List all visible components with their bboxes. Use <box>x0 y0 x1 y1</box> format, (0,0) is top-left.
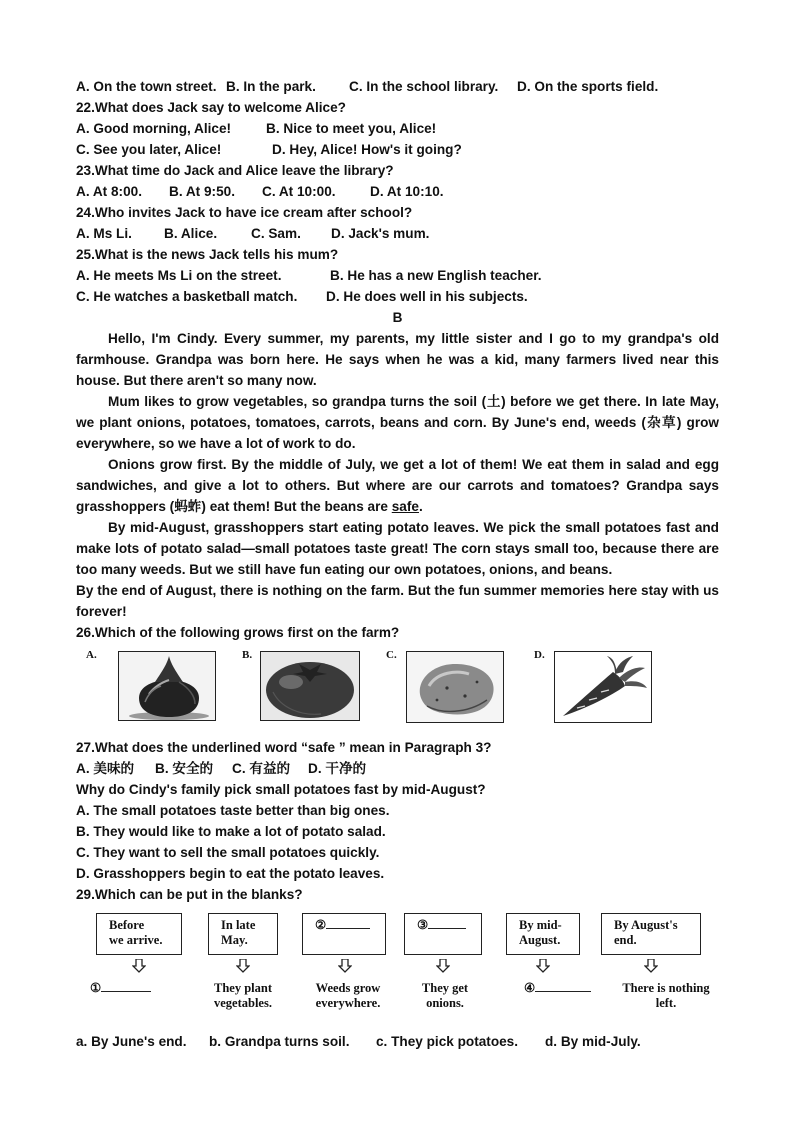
option-c: C. They want to sell the small potatoes quickly. <box>76 845 380 860</box>
q26-image-options <box>76 649 719 725</box>
down-arrow-icon <box>236 959 250 973</box>
option-d: D. He does well in his subjects. <box>326 289 528 304</box>
timeline-result-blank-4 <box>524 981 604 996</box>
option-a: A. 美味的 <box>76 761 135 776</box>
result-line: They get <box>421 981 469 995</box>
result-line: They plant <box>213 981 272 995</box>
q27-options <box>76 758 719 779</box>
option-b: B. They would like to make a lot of potato salad. <box>76 824 386 839</box>
option-label: D. <box>534 649 545 661</box>
blank-line <box>428 928 466 929</box>
blank-line <box>101 991 151 992</box>
timeline-result-onions <box>406 981 484 1011</box>
question-25: 25.What is the news Jack tells his mum? <box>76 247 339 262</box>
option-a: A. Good morning, Alice! <box>76 121 232 136</box>
option-d: D. Grasshoppers begin to eat the potato leaves. <box>76 866 385 881</box>
q21-options <box>76 76 719 97</box>
result-line: There is nothing <box>622 981 710 995</box>
option-b: B. 安全的 <box>155 761 214 776</box>
result-line: everywhere. <box>315 996 381 1010</box>
option-b: B. Nice to meet you, Alice! <box>266 121 437 136</box>
choice-a: a. By June's end. <box>76 1034 187 1049</box>
box-line: May. <box>221 933 248 947</box>
option-a: A. On the town street. <box>76 79 217 94</box>
carrot-icon <box>554 651 652 723</box>
option-a: A. At 8:00. <box>76 184 142 199</box>
question-28: Why do Cindy's family pick small potatoes fast by mid-August? <box>76 782 486 797</box>
paragraph-3-end: . <box>418 499 423 514</box>
question-26: 26.Which of the following grows first on the farm? <box>76 625 400 640</box>
box-line: Before <box>109 918 145 932</box>
box-line: August. <box>519 933 561 947</box>
q24-options <box>76 223 719 244</box>
q22-options-row2 <box>76 139 719 160</box>
box-line: By August's <box>614 918 678 932</box>
passage-paragraph-3 <box>76 454 719 517</box>
option-label: C. <box>386 649 397 661</box>
passage-paragraph-5: By the end of August, there is nothing on the farm. But the fun summer memories here stay with us forever! <box>76 583 719 619</box>
option-b: B. He has a new English teacher. <box>330 268 542 283</box>
option-c: C. Sam. <box>251 226 301 241</box>
q25-options-row1 <box>76 265 719 286</box>
box-line: In late <box>221 918 256 932</box>
question-29: 29.Which can be put in the blanks? <box>76 887 303 902</box>
option-a: A. The small potatoes taste better than big ones. <box>76 803 390 818</box>
result-line: onions. <box>426 996 464 1010</box>
paragraph-3-text: Onions grow first. By the middle of July, we get a lot of them! We eat them in salad and egg sandwiches, and give a lot to others. But where are our carrots and tomatoes? Grandpa says grasshoppers (蚂蚱) eat them! But the beans are <box>76 457 719 514</box>
timeline-box-blank-3 <box>404 913 482 955</box>
down-arrow-icon <box>132 959 146 973</box>
potato-icon <box>406 651 504 723</box>
passage-paragraph-4: By mid-August, grasshoppers start eating potato leaves. We pick the small potatoes fast and make lots of potato salad—small potatoes taste great! The corn stays small too, because there are too many weeds. But we still have fun eating our own potatoes, onions, and beans. <box>76 520 719 577</box>
option-d: D. Hey, Alice! How's it going? <box>272 142 462 157</box>
down-arrow-icon <box>536 959 550 973</box>
timeline-box-before-arrive <box>96 913 182 955</box>
option-label: A. <box>86 649 97 661</box>
question-23: 23.What time do Jack and Alice leave the library? <box>76 163 394 178</box>
q29-choices <box>76 1031 719 1052</box>
question-22: 22.What does Jack say to welcome Alice? <box>76 100 346 115</box>
option-a: A. Ms Li. <box>76 226 132 241</box>
passage-paragraph-2: Mum likes to grow vegetables, so grandpa turns the soil (土) before we get there. In late May, we plant onions, potatoes, tomatoes, carrots, beans and corn. By June's end, weeds (杂草) grow everywhere, so we have a lot of work to do. <box>76 394 719 451</box>
down-arrow-icon <box>338 959 352 973</box>
timeline-result-plant <box>194 981 292 1011</box>
timeline-box-mid-august <box>506 913 580 955</box>
choice-b: b. Grandpa turns soil. <box>209 1034 350 1049</box>
choice-c: c. They pick potatoes. <box>376 1034 519 1049</box>
section-heading: B <box>392 310 403 325</box>
option-b: B. In the park. <box>226 79 316 94</box>
exam-page <box>76 76 719 1052</box>
tomato-icon <box>260 651 360 721</box>
blank-number: ① <box>90 981 102 995</box>
down-arrow-icon <box>644 959 658 973</box>
result-line: left. <box>655 996 677 1010</box>
q22-options-row1 <box>76 118 719 139</box>
option-b: B. At 9:50. <box>169 184 235 199</box>
question-24: 24.Who invites Jack to have ice cream after school? <box>76 205 413 220</box>
blank-line <box>326 928 370 929</box>
down-arrow-icon <box>436 959 450 973</box>
timeline-result-nothing <box>610 981 722 1011</box>
option-d: D. On the sports field. <box>517 79 659 94</box>
result-line: Weeds grow <box>315 981 381 995</box>
blank-line <box>535 991 591 992</box>
option-d: D. Jack's mum. <box>331 226 430 241</box>
blank-number: ④ <box>524 981 536 995</box>
question-27: 27.What does the underlined word “safe ” mean in Paragraph 3? <box>76 740 492 755</box>
blank-number: ② <box>315 918 327 932</box>
choice-d: d. By mid-July. <box>545 1034 641 1049</box>
option-c: C. He watches a basketball match. <box>76 289 298 304</box>
timeline-box-august-end <box>601 913 701 955</box>
q23-options <box>76 181 719 202</box>
blank-number: ③ <box>417 918 429 932</box>
timeline-box-late-may <box>208 913 278 955</box>
q25-options-row2 <box>76 286 719 307</box>
result-line: vegetables. <box>214 996 272 1010</box>
box-line: we arrive. <box>109 933 163 947</box>
option-a: A. He meets Ms Li on the street. <box>76 268 282 283</box>
option-c: C. In the school library. <box>349 79 499 94</box>
underlined-word-safe: safe <box>391 499 419 514</box>
option-c: C. 有益的 <box>232 761 291 776</box>
box-line: end. <box>614 933 637 947</box>
timeline-diagram <box>76 913 719 1025</box>
option-b: B. Alice. <box>164 226 218 241</box>
option-c: C. At 10:00. <box>262 184 336 199</box>
passage-paragraph-1: Hello, I'm Cindy. Every summer, my parents, my little sister and I go to my grandpa's old farmhouse. Grandpa was born here. He says when he was a kid, many farmers lived near this house. But there aren't so many now. <box>76 331 719 388</box>
timeline-result-weeds <box>296 981 400 1011</box>
timeline-result-blank-1 <box>90 981 170 996</box>
onion-icon <box>118 651 216 721</box>
option-label: B. <box>242 649 253 661</box>
option-d: D. 干净的 <box>308 761 367 776</box>
box-line: By mid- <box>519 918 562 932</box>
option-d: D. At 10:10. <box>370 184 444 199</box>
timeline-box-blank-2 <box>302 913 386 955</box>
option-c: C. See you later, Alice! <box>76 142 222 157</box>
